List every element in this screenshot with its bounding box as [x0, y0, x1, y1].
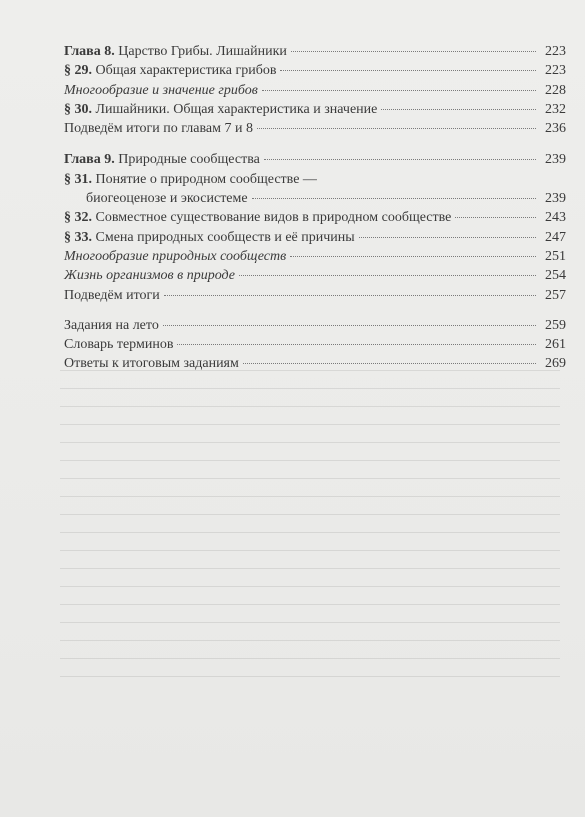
section-title: Совместное существование видов в природном сообществе [92, 210, 452, 226]
page-number: 254 [545, 268, 566, 284]
toc-entry-title [64, 228, 355, 247]
page-number: 223 [545, 63, 566, 79]
chapter-label: Глава 8. [64, 44, 115, 59]
toc-chapter-8-heading[interactable] [64, 42, 566, 61]
chapter-title: Царство Грибы. Лишайники [114, 44, 287, 59]
page-number: 269 [545, 356, 566, 372]
leader-dots [177, 344, 536, 345]
page-number: 259 [545, 317, 566, 333]
toc-entry-title: Словарь терминов [64, 337, 174, 353]
spacer [64, 305, 566, 316]
page-number: 247 [545, 229, 566, 245]
leader-dots [381, 109, 536, 110]
toc-entry-title: Жизнь организмов в природе [64, 268, 235, 284]
leader-dots [239, 275, 536, 276]
toc-entry-title: Многообразие природных сообществ [64, 248, 287, 264]
page-number: 239 [545, 191, 566, 207]
page-number: 232 [545, 101, 566, 117]
toc-entry-title [64, 61, 276, 80]
leader-dots [264, 159, 536, 160]
toc-entry-title: Ответы к итоговым заданиям [64, 356, 239, 372]
toc-entry-summer-tasks[interactable] [64, 316, 566, 335]
toc-entry-community-diversity[interactable] [64, 247, 566, 266]
toc-entry-fungi-diversity[interactable] [64, 81, 566, 100]
section-title: Общая характеристика грибов [92, 63, 277, 79]
toc-entry-summary-7-8[interactable] [64, 119, 566, 138]
toc-entry-life-in-nature[interactable] [64, 266, 566, 285]
chapter-title: Природные сообщества [114, 152, 260, 168]
toc-entry-section-32[interactable] [64, 208, 566, 227]
page-number: 239 [545, 152, 566, 168]
section-label: § 33. [64, 229, 92, 245]
section-label: § 32. [64, 210, 92, 226]
toc-entry-title [64, 42, 287, 61]
toc-entry-title: Подведём итоги по главам 7 и 8 [64, 121, 253, 137]
page-number: 251 [545, 248, 566, 264]
page-number: 228 [545, 82, 566, 98]
toc-entry-section-30[interactable] [64, 100, 566, 119]
toc-entry-title: Многообразие и значение грибов [64, 82, 258, 98]
toc-entry-title: Подведём итоги [64, 287, 160, 303]
toc-entry-title [64, 208, 451, 227]
section-label: § 30. [64, 101, 92, 117]
toc-entry-section-29[interactable] [64, 61, 566, 80]
leader-dots [455, 217, 536, 218]
page-number: 223 [545, 44, 566, 59]
section-label: § 31. [64, 171, 92, 187]
leader-dots [252, 198, 536, 199]
section-title: Лишайники. Общая характеристика и значение [92, 101, 378, 117]
page-number: 261 [545, 337, 566, 353]
page-number: 243 [545, 210, 566, 226]
toc-entry-title: Задания на лето [64, 317, 159, 333]
section-title: Смена природных сообществ и её причины [92, 229, 355, 245]
toc-entry-summary[interactable] [64, 286, 566, 305]
section-title: Понятие о природном сообществе — [92, 171, 317, 187]
toc-chapter-9-heading[interactable] [64, 150, 566, 169]
toc-entry-section-31[interactable] [64, 170, 566, 189]
toc-entry-answers[interactable] [64, 354, 566, 373]
leader-dots [257, 128, 536, 129]
toc-entry-title [64, 100, 377, 119]
toc-entry-section-31-continued[interactable] [64, 189, 566, 208]
spacer [64, 138, 566, 150]
show-through-texture [60, 370, 560, 790]
leader-dots [163, 325, 536, 326]
leader-dots [164, 295, 536, 296]
leader-dots [243, 363, 536, 364]
toc-entry-glossary[interactable] [64, 335, 566, 354]
leader-dots [359, 237, 536, 238]
toc-entry-title [64, 170, 317, 189]
toc-entry-title: биогеоценозе и экосистеме [86, 191, 248, 207]
section-label: § 29. [64, 63, 92, 79]
toc-entry-title [64, 150, 260, 169]
toc-entry-section-33[interactable] [64, 228, 566, 247]
leader-dots [291, 51, 536, 52]
page-number: 257 [545, 287, 566, 303]
table-of-contents [64, 42, 566, 374]
leader-dots [280, 70, 536, 71]
chapter-label: Глава 9. [64, 152, 115, 168]
leader-dots [262, 90, 536, 91]
leader-dots [290, 256, 536, 257]
page-number: 236 [545, 121, 566, 137]
